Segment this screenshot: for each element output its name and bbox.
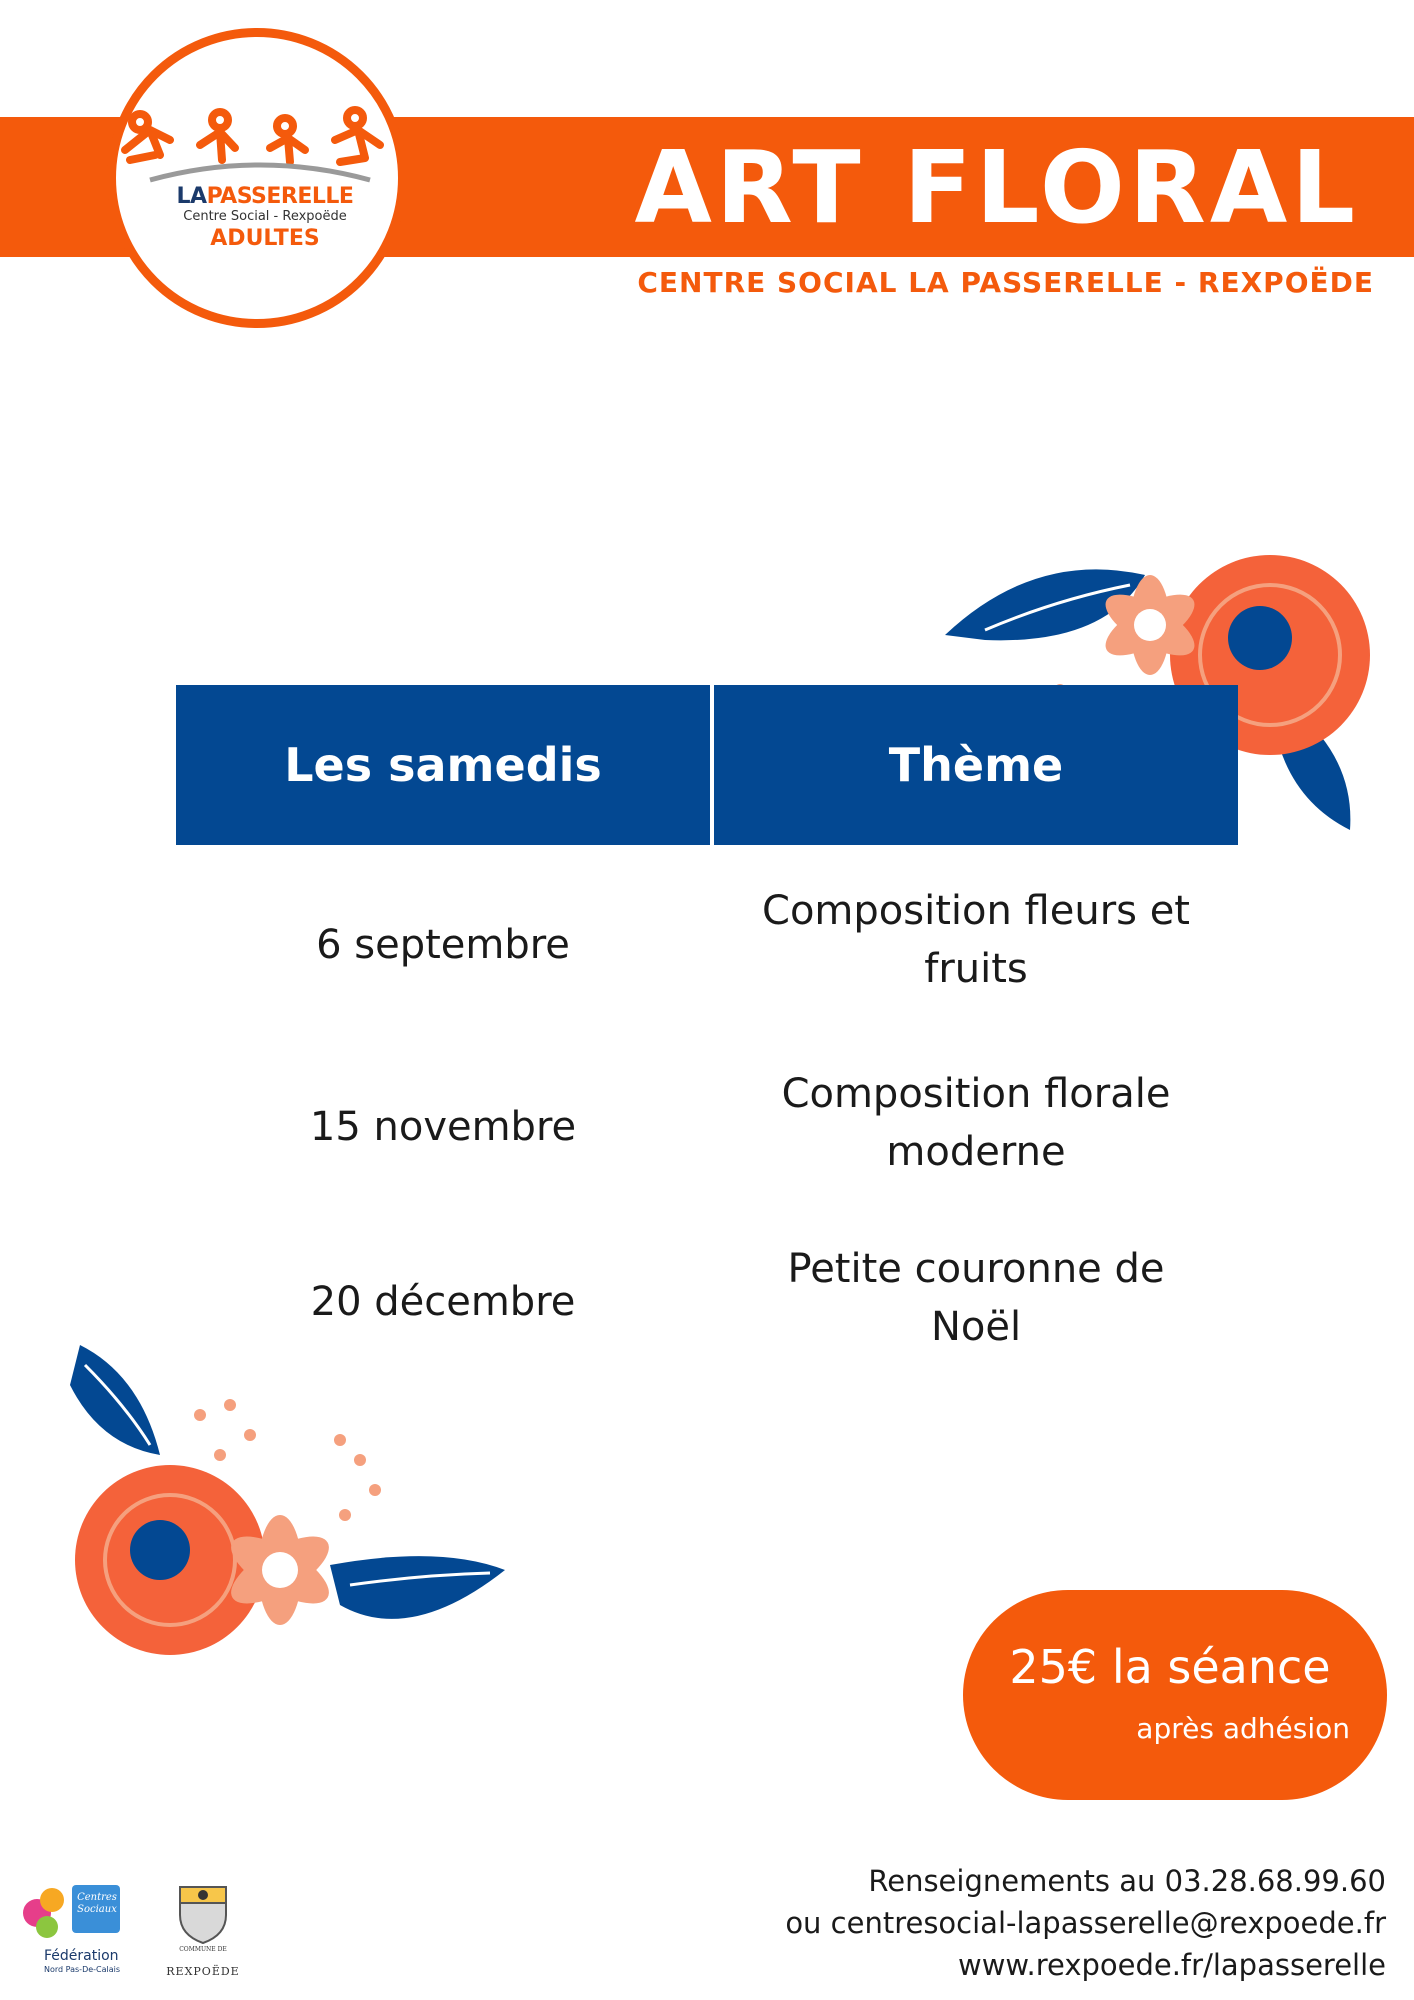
price-note: après adhésion: [1136, 1712, 1350, 1745]
contact-email: ou centresocial-lapasserelle@rexpoede.fr: [785, 1906, 1386, 1940]
logo-name: [160, 184, 370, 209]
table-row-theme-line1: Composition florale: [781, 1071, 1171, 1117]
table-row-date: 20 décembre: [310, 1279, 576, 1325]
logo-subtitle: Centre Social - Rexpoëde: [183, 209, 347, 224]
table-row-theme-line1: Petite couronne de: [787, 1246, 1165, 1292]
commune-crest-icon: [178, 1885, 228, 1945]
price-amount: 25€ la séance: [1009, 1640, 1331, 1694]
commune-name: REXPOËDE: [166, 1965, 240, 1978]
federation-centres-label: Centres Sociaux: [77, 1892, 117, 1915]
table-row-theme-line2: fruits: [924, 946, 1028, 992]
contact-phone: Renseignements au 03.28.68.99.60: [868, 1864, 1386, 1898]
contact-info: [785, 1860, 1386, 1986]
federation-region: Nord Pas-De-Calais: [44, 1965, 121, 1974]
commune-de-label: COMMUNE DE: [179, 1946, 227, 1953]
table-header-date: Les samedis: [176, 685, 710, 845]
logo-tag: ADULTES: [210, 226, 320, 251]
logo-name-part2: PASSERELLE: [206, 184, 354, 209]
federation-label: Fédération: [44, 1948, 119, 1964]
table-header-theme: Thème: [714, 685, 1238, 845]
price-badge: [963, 1590, 1387, 1800]
page-subtitle: CENTRE SOCIAL LA PASSERELLE - REXPOËDE: [637, 266, 1374, 299]
table-row-date: 6 septembre: [316, 922, 570, 968]
table-row-theme: [714, 1065, 1238, 1181]
flower-decoration-bottom-icon: [40, 1345, 510, 1665]
contact-website: www.rexpoede.fr/lapasserelle: [957, 1948, 1386, 1982]
table-row-theme-line1: Composition fleurs et: [762, 888, 1190, 934]
table-row-theme: [714, 882, 1238, 998]
table-row-theme: [714, 1240, 1238, 1356]
logo-name-part1: LA: [176, 184, 207, 209]
table-row-theme-line2: Noël: [930, 1304, 1022, 1350]
table-row-date: 15 novembre: [309, 1104, 577, 1150]
page-title: ART FLORAL: [634, 129, 1359, 246]
logo-figures-icon: [110, 100, 410, 190]
table-row-theme-line2: moderne: [886, 1129, 1066, 1175]
